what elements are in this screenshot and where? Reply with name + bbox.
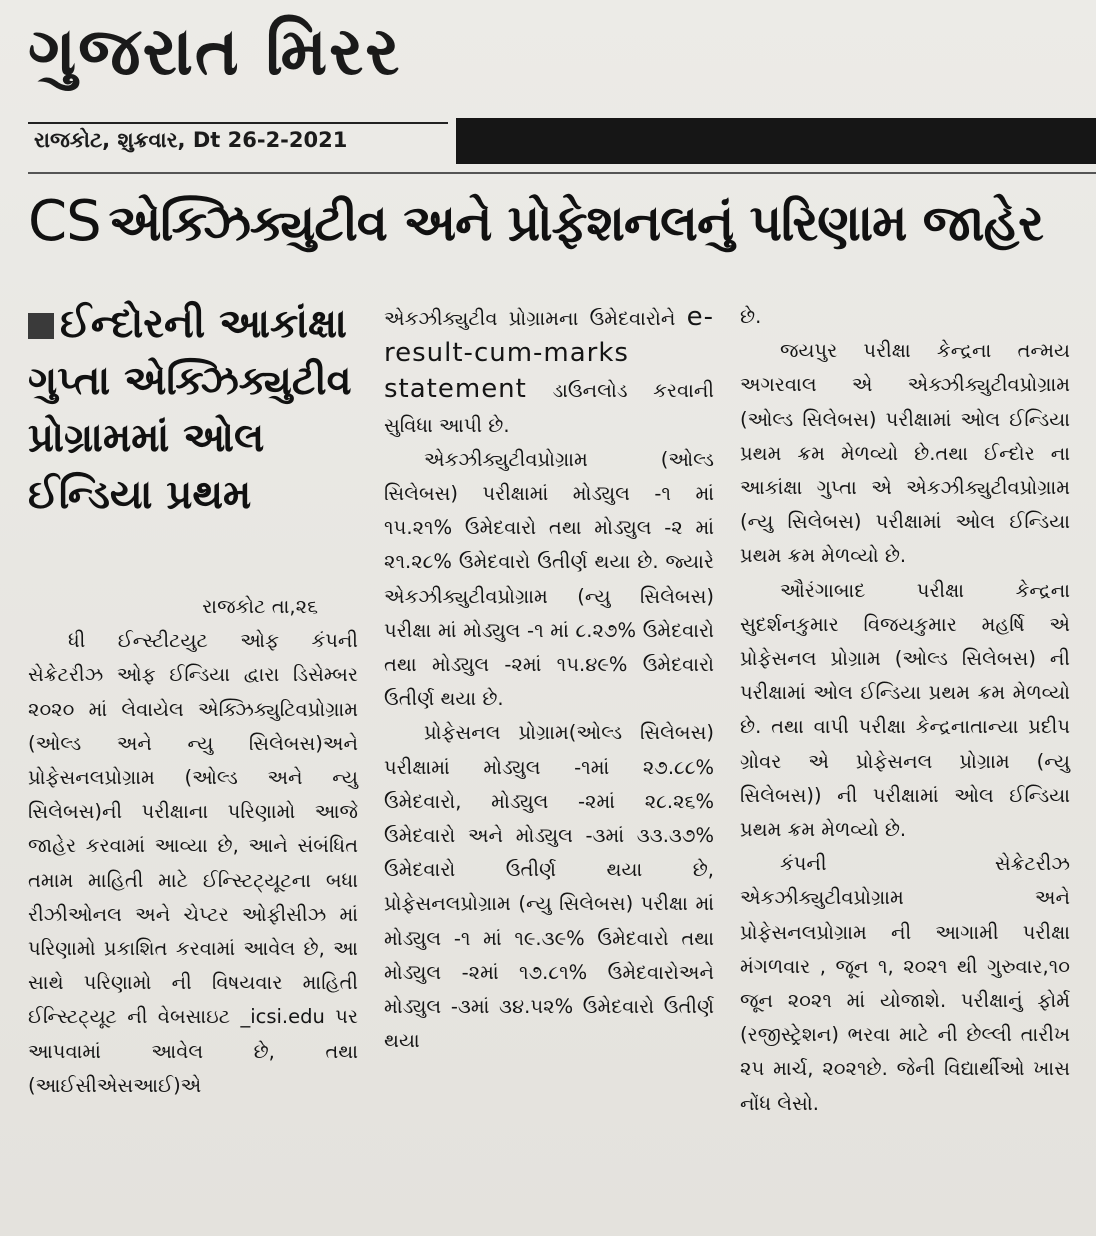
column2-p1-start: એકઝીક્યુટીવ પ્રોગ્રામના ઉમેદવારોને [384,307,676,330]
column2-paragraph-2: એકઝીક્યુટીવપ્રોગ્રામ (ઓલ્ડ સિલેબસ) પરીક્ષામાં મોડ્યુલ -૧ માં ૧૫.૨૧% ઉમેદવારો તથા મોડ્યુલ -૨ માં ૨૧.૨૮% ઉમેદવારો ઉતીર્ણ થયા છે. જ્યારે એકઝીક્યુટીવપ્રોગ્રામ (ન્યુ સિલેબસ) પરીક્ષા માં મોડ્યુલ -૧ માં ૮.૨૭% ઉમેદવારો તથા મોડ્યુલ -૨માં ૧૫.૪૯% ઉમેદવારો ઉતીર્ણ થયા છે. [384,447,714,711]
column2-p1-end: ડાઉનલોડ કરવાની સુવિધા આપી છે. [384,379,714,437]
column2-p1-latin: e-result-cum-marks statement [384,302,715,405]
column3-paragraph-0: છે. [740,305,762,328]
headline [28,190,1088,254]
subheadline-text: ઈન્દોરની આકાંક્ષા ગુપ્તા એક્ઝિક્યુટીવ પ્રોગ્રામમાં ઓલ ઈન્ડિયા પ્રથમ [28,301,352,518]
headline-prefix: CS [28,189,101,254]
subheadline [28,296,358,524]
column2-paragraph-3: પ્રોફેસનલ પ્રોગ્રામ(ઓલ્ડ સિલેબસ) પરીક્ષામાં મોડ્યુલ -૧માં ૨૭.૮૮% ઉમેદવારો, મોડ્યુલ -૨માં ૨૮.૨૬% ઉમેદવારો અને મોડ્યુલ -૩માં ૩૩.૩૭% ઉમેદવારો ઉતીર્ણ થયા છે, પ્રોફેસનલપ્રોગ્રામ (ન્યુ સિલેબસ) પરીક્ષા માં મોડ્યુલ -૧ માં ૧૯.૩૯% ઉમેદવારો તથા મોડ્યુલ -૨માં ૧૭.૮૧% ઉમેદવારોઅને મોડ્યુલ -૩માં ૩૪.૫૨% ઉમેદવારો ઉતીર્ણ થયા [384,721,714,1053]
column3-paragraph-1: જયપુર પરીક્ષા કેન્દ્રના તન્મય અગરવાલ એ એક્ઝીક્યુટીવપ્રોગ્રામ (ઓલ્ડ સિલેબસ) પરીક્ષામાં ઓલ ઈન્ડિયા પ્રથમ ક્રમ મેળવ્યો છે.તથા ઈન્દોર ના આકાંક્ષા ગુપ્તા એ એકઝીક્યુટીવપ્રોગ્રામ (ન્યુ સિલેબસ) પરીક્ષામાં ઓલ ઈન્ડિયા પ્રથમ ક્રમ મેળવ્યો છે. [740,339,1070,568]
column2-paragraph-1 [384,300,714,443]
header-divider [28,172,1096,174]
column3-paragraph-2: ઔરંગાબાદ પરીક્ષા કેન્દ્રના સુદર્શનકુમાર વિજયકુમાર મહર્ષિ એ પ્રોફેસનલ પ્રોગ્રામ (ઓલ્ડ સિલેબસ) ની પરીક્ષામાં ઓલ ઈન્ડિયા પ્રથમ ક્રમ મેળવ્યો છે. તથા વાપી પરીક્ષા કેન્દ્રનાતાન્યા પ્રદીપ ગ્રોવર એ પ્રોફેસનલ પ્રોગ્રામ (ન્યુ સિલેબસ)) ની પરીક્ષામાં ઓલ ઈન્ડિયા પ્રથમ ક્રમ મેળવ્યો છે. [740,578,1070,842]
masthead: ગુજરાત મિરર [28,12,402,90]
article-column-3 [740,300,1070,1121]
place-date: રાજકોટ તા,૨૬ [202,595,318,618]
bullet-square-icon [28,313,54,339]
column3-paragraph-3: કંપની સેક્રેટરીઝ એકઝીક્યુટીવપ્રોગ્રામ અને પ્રોફેસનલપ્રોગ્રામ ની આગામી પરીક્ષા મંગળવાર , જૂન ૧, ૨૦૨૧ થી ગુરુવાર,૧૦ જૂન ૨૦૨૧ માં યોજાશે. પરીક્ષાનું ફોર્મ (રજીસ્ટ્રેશન) ભરવા માટે ની છેલ્લી તારીખ ૨૫ માર્ચ, ૨૦૨૧છે. જેની વિદ્યાર્થીઓ ખાસ નોંધ લેસો. [740,852,1070,1115]
dateline: રાજકોટ, શુક્રવાર, Dt 26-2-2021 [34,128,348,152]
column1-body: ધી ઈન્સ્ટીટયુટ ઓફ કંપની સેક્રેટરીઝ ઓફ ઈન્ડિયા દ્વારા ડિસેમ્બર ૨૦૨૦ માં લેવાયેલ એક્ઝિક્યુટિવપ્રોગ્રામ (ઓલ્ડ અને ન્યુ સિલેબસ)અને પ્રોફેસનલપ્રોગ્રામ (ઓલ્ડ અને ન્યુ સિલેબસ)ની પરીક્ષાના પરિણામો આજે જાહેર કરવામાં આવ્યા છે, આને સંબંધિત તમામ માહિતી માટે ઈન્સ્ટિટ્યૂટના બધા રીઝીઓનલ અને ચેપ્ટર ઓફીસીઝ માં પરિણામો પ્રકાશિત કરવામાં આવેલ છે, આ સાથે પરિણામો ની વિષયવાર માહિતી ઈન્સ્ટિટ્યૂટ ની વેબસાઇટ _icsi.edu પર આપવામાં આવેલ છે, તથા (આઈસીએસઆઈ)એ [28,629,358,1097]
article-column-1 [28,590,358,1103]
headline-text: એક્ઝિક્યુટીવ અને પ્રોફેશનલનું પરિણામ જાહેર [108,194,1043,252]
masthead-black-bar [456,118,1096,164]
article-column-2 [384,300,714,1058]
